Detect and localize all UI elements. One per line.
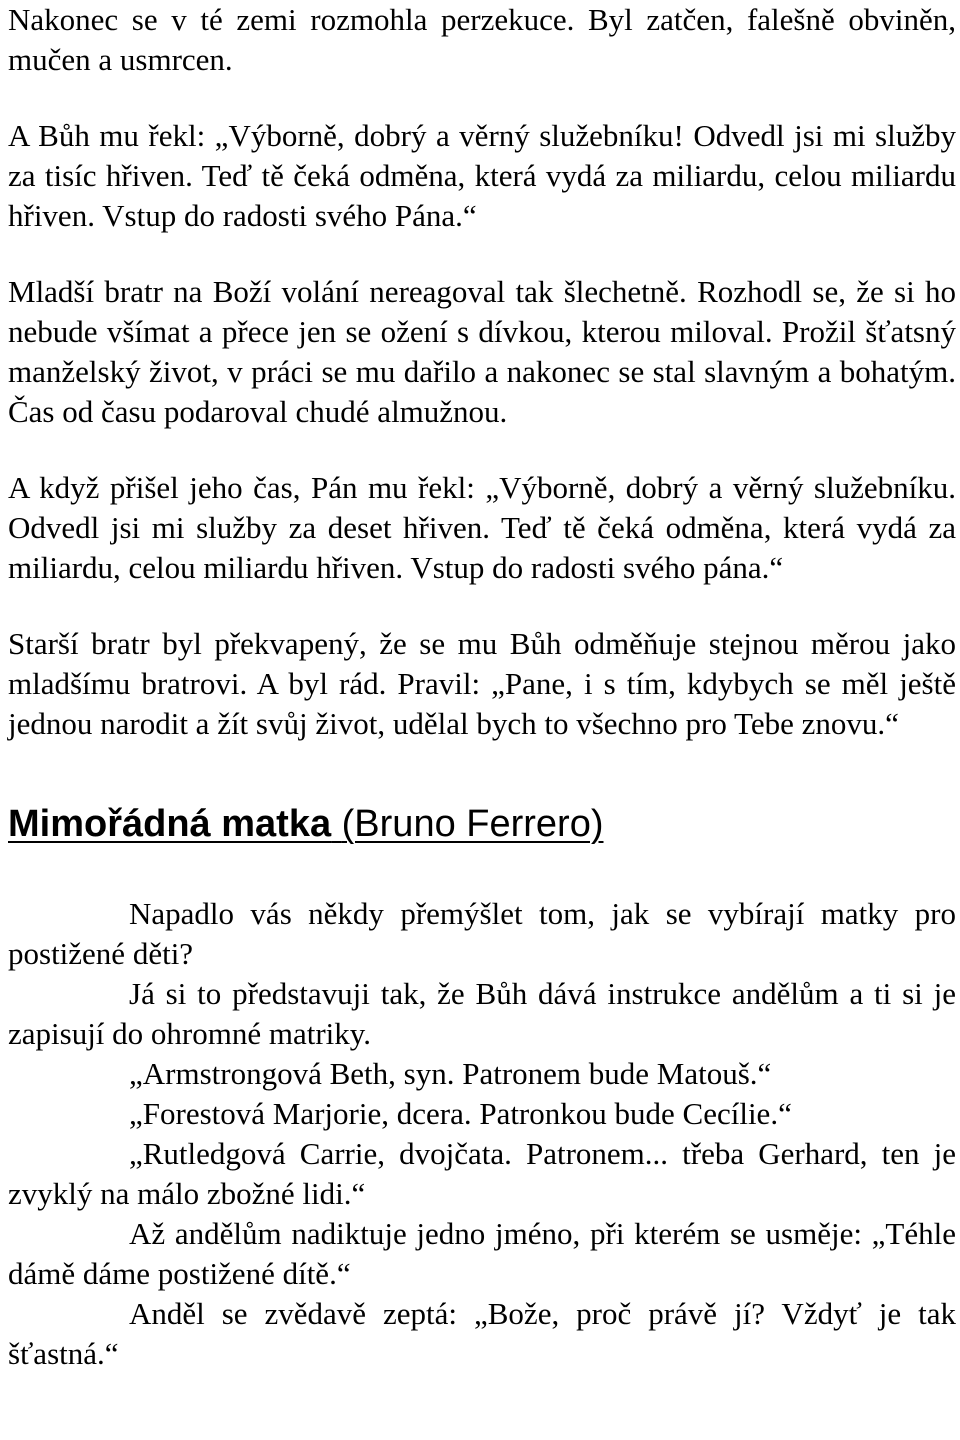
list-item: „Rutledgová Carrie, dvojčata. Patronem... třeba Gerhard, ten je zvyklý na málo zbožné lidi.“	[8, 1136, 956, 1211]
paragraph-question: Napadlo vás někdy přemýšlet tom, jak se vybírají matky pro postižené děti?	[8, 896, 956, 971]
list-item: „Forestová Marjorie, dcera. Patronkou bude Cecílie.“	[129, 1096, 792, 1131]
paragraph-god-reward-older: A Bůh mu řekl: „Výborně, dobrý a věrný služebníku! Odvedl jsi mi služby za tisíc hřiven. Teď tě čeká odměna, která vydá za miliardu, celou miliardu hřiven. Vstup do radosti svého Pána.“	[8, 118, 956, 233]
paragraph-angel-smile: Až andělům nadiktuje jedno jméno, při kterém se usměje: „Téhle dámě dáme postižené dítě.“	[8, 1216, 956, 1291]
paragraph-persecution: Nakonec se v té zemi rozmohla perzekuce. Byl zatčen, falešně obviněn, mučen a usmrcen.	[8, 2, 956, 77]
heading-author: (Bruno Ferrero)	[341, 803, 604, 845]
section-heading	[8, 800, 956, 848]
paragraph-angel-question: Anděl se zvědavě zeptá: „Bože, proč právě jí? Vždyť je tak šťastná.“	[8, 1296, 956, 1371]
paragraph-god-reward-younger: A když přišel jeho čas, Pán mu řekl: „Výborně, dobrý a věrný služebníku. Odvedl jsi mi služby za deset hřiven. Teď tě čeká odměna, která vydá za miliardu, celou miliardu hřiven. Vstup do radosti svého pána.“	[8, 470, 956, 585]
paragraph-god-instructions: Já si to představuji tak, že Bůh dává instrukce andělům a ti si je zapisují do ohromné matriky.	[8, 976, 956, 1051]
paragraph-older-brother-glad: Starší bratr byl překvapený, že se mu Bůh odměňuje stejnou měrou jako mladšímu bratrovi. A byl rád. Pravil: „Pane, i s tím, kdybych se měl ještě jednou narodit a žít svůj život, udělal bych to všechno pro Tebe znovu.“	[8, 626, 956, 741]
list-item: „Armstrongová Beth, syn. Patronem bude Matouš.“	[129, 1056, 772, 1091]
heading-title: Mimořádná matka	[8, 803, 332, 845]
document-page	[8, 0, 956, 1374]
paragraph-younger-brother: Mladší bratr na Boží volání nereagoval tak šlechetně. Rozhodl se, že si ho nebude všímat a přece jen se ožení s dívkou, kterou miloval. Prožil šťatsný manželský život, v práci se mu dařilo a nakonec se stal slavným a bohatým. Čas od času podaroval chudé almužnou.	[8, 274, 956, 429]
